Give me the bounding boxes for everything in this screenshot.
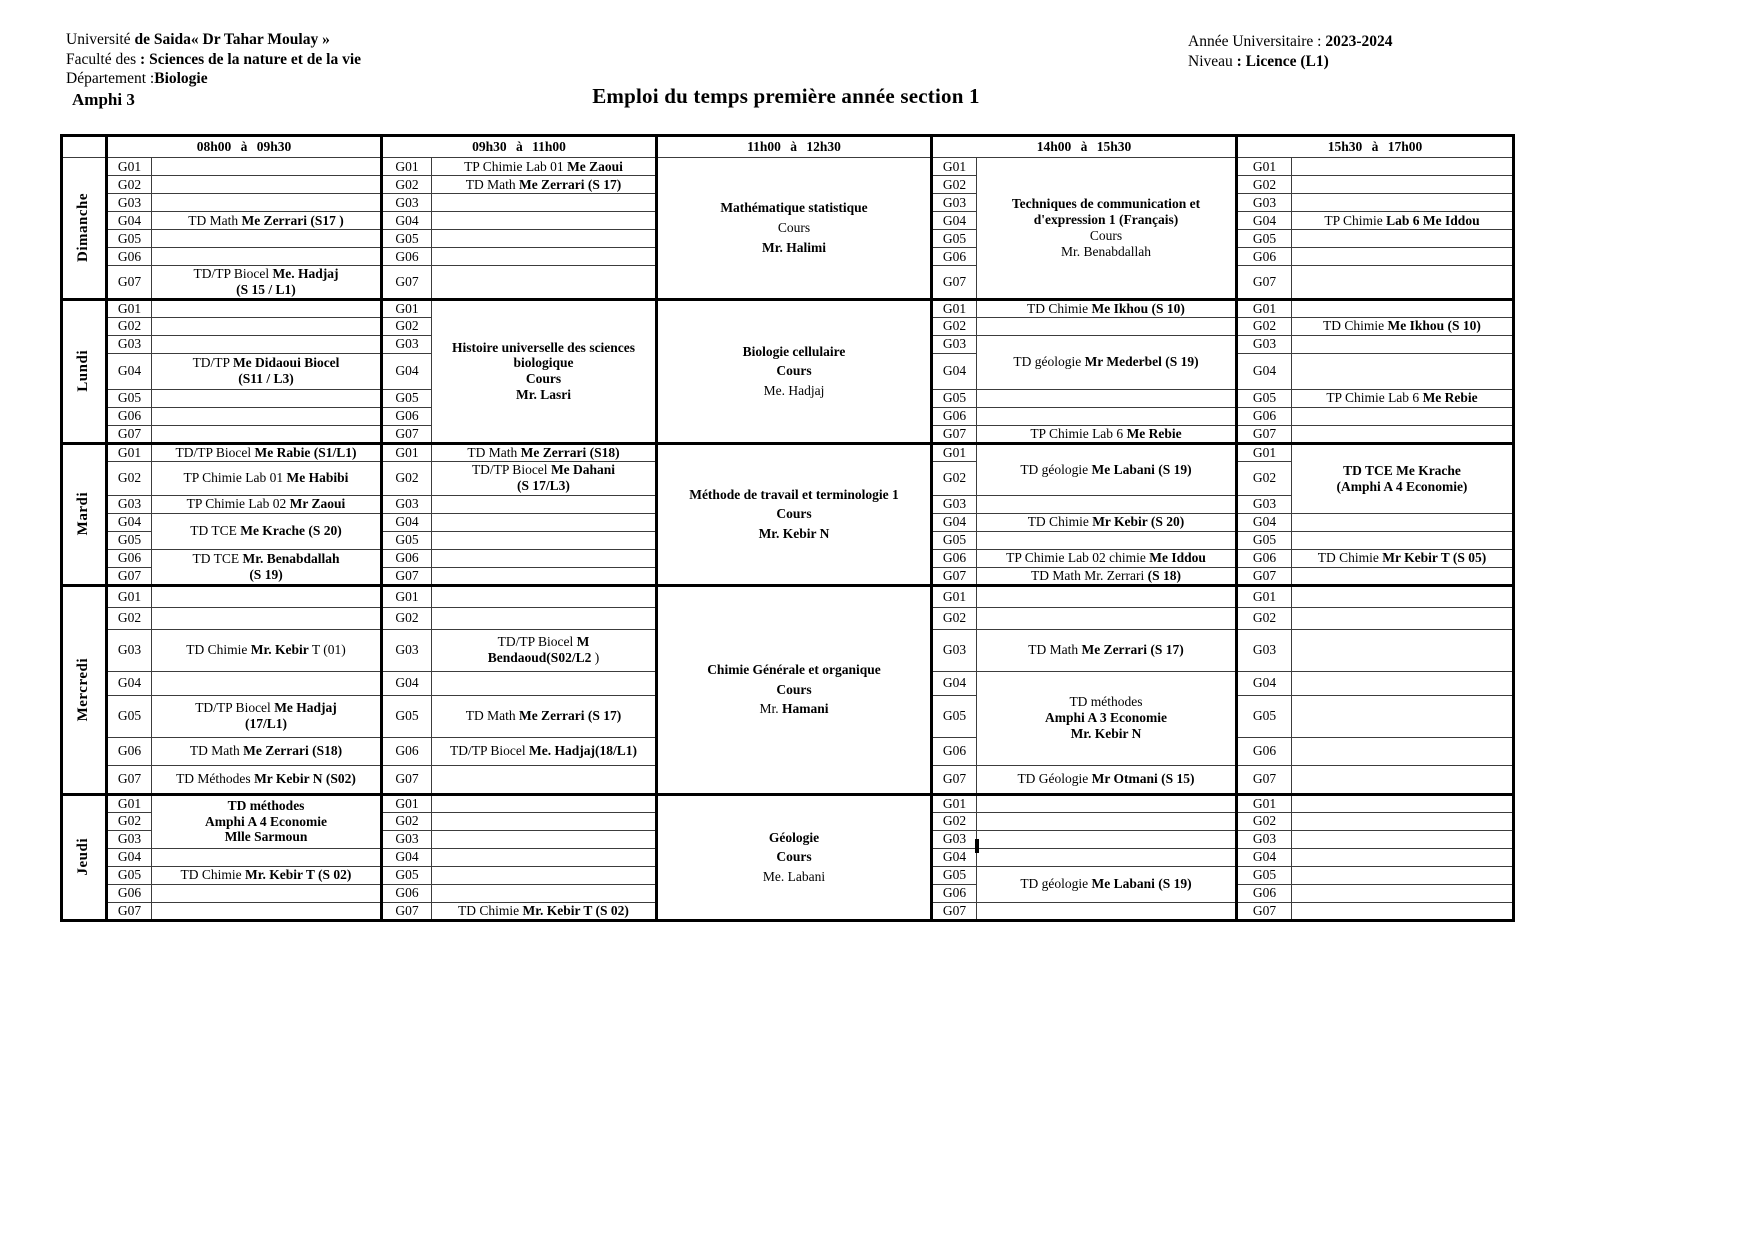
day-label <box>62 299 107 443</box>
group-label: G01 <box>932 158 977 176</box>
timetable-row <box>62 158 1514 176</box>
schedule-cell <box>1292 567 1514 585</box>
schedule-cell <box>432 866 657 884</box>
schedule-cell: TD Chimie Mr. Kebir T (01) <box>152 629 382 671</box>
schedule-cell <box>1292 765 1514 794</box>
group-label: G01 <box>382 158 432 176</box>
schedule-cell <box>152 194 382 212</box>
schedule-cell <box>432 884 657 902</box>
group-label: G03 <box>932 830 977 848</box>
group-label: G07 <box>382 266 432 300</box>
group-label: G05 <box>932 531 977 549</box>
schedule-cell <box>152 585 382 607</box>
schedule-cell <box>152 407 382 425</box>
group-label: G02 <box>932 812 977 830</box>
group-label: G06 <box>107 737 152 765</box>
schedule-cell <box>1292 299 1514 317</box>
group-label: G04 <box>1237 513 1292 531</box>
schedule-cell <box>432 848 657 866</box>
group-label: G03 <box>382 335 432 353</box>
schedule-cell: Biologie cellulaire Cours Me. Hadjaj <box>657 299 932 443</box>
group-label: G01 <box>107 443 152 461</box>
time-slot-header: 15h30 à 17h00 <box>1237 136 1514 158</box>
schedule-cell: TD Math Mr. Zerrari (S 18) <box>977 567 1237 585</box>
day-label <box>62 585 107 794</box>
group-label: G07 <box>107 765 152 794</box>
group-label: G03 <box>1237 629 1292 671</box>
schedule-cell: TD Méthodes Mr Kebir N (S02) <box>152 765 382 794</box>
group-label: G02 <box>1237 812 1292 830</box>
group-label: G02 <box>932 317 977 335</box>
group-label: G01 <box>1237 443 1292 461</box>
schedule-cell <box>152 607 382 629</box>
schedule-cell: TD Math Me Zerrari (S 17) <box>432 176 657 194</box>
group-label: G05 <box>382 389 432 407</box>
group-label: G01 <box>932 443 977 461</box>
group-label: G07 <box>382 902 432 920</box>
group-label: G06 <box>107 407 152 425</box>
schedule-cell: TD/TP Biocel M Bendaoud(S02/L2 ) <box>432 629 657 671</box>
page-title: Emploi du temps première année section 1 <box>592 84 980 108</box>
schedule-cell: TD/TP Me Didaoui Biocel (S11 / L3) <box>152 353 382 389</box>
schedule-cell <box>432 812 657 830</box>
schedule-cell: TD/TP Biocel Me Rabie (S1/L1) <box>152 443 382 461</box>
group-label: G01 <box>1237 158 1292 176</box>
scan-artifact <box>975 839 979 853</box>
schedule-cell <box>977 531 1237 549</box>
group-label: G05 <box>1237 866 1292 884</box>
schedule-cell: TD géologie Me Labani (S 19) <box>977 443 1237 495</box>
group-label: G06 <box>1237 737 1292 765</box>
schedule-cell: TD Géologie Mr Otmani (S 15) <box>977 765 1237 794</box>
schedule-cell <box>977 794 1237 812</box>
group-label: G02 <box>107 461 152 495</box>
schedule-cell <box>1292 794 1514 812</box>
day-label-text: Dimanche <box>75 193 92 263</box>
time-slot-header: 14h00 à 15h30 <box>932 136 1237 158</box>
timetable-body <box>62 158 1514 921</box>
day-label-text: Mardi <box>75 492 92 536</box>
schedule-cell <box>152 176 382 194</box>
group-label: G02 <box>1237 317 1292 335</box>
group-label: G06 <box>1237 407 1292 425</box>
group-label: G06 <box>107 248 152 266</box>
group-label: G05 <box>107 531 152 549</box>
schedule-cell <box>152 248 382 266</box>
time-slot-header: 11h00 à 12h30 <box>657 136 932 158</box>
schedule-cell <box>432 567 657 585</box>
schedule-cell <box>432 513 657 531</box>
schedule-cell <box>152 317 382 335</box>
schedule-cell <box>432 266 657 300</box>
schedule-cell: TD TCE Me Krache (Amphi A 4 Economie) <box>1292 443 1514 513</box>
group-label: G02 <box>382 176 432 194</box>
group-label: G05 <box>382 531 432 549</box>
group-label: G05 <box>932 866 977 884</box>
group-label: G01 <box>107 158 152 176</box>
group-label: G01 <box>382 443 432 461</box>
schedule-cell <box>432 794 657 812</box>
group-label: G02 <box>932 176 977 194</box>
group-label: G03 <box>107 335 152 353</box>
group-label: G05 <box>382 866 432 884</box>
academic-year-line: Année Universitaire : 2023-2024 <box>1188 33 1393 50</box>
group-label: G01 <box>382 585 432 607</box>
schedule-cell <box>977 812 1237 830</box>
group-label: G04 <box>382 848 432 866</box>
schedule-cell <box>432 765 657 794</box>
group-label: G04 <box>382 353 432 389</box>
schedule-cell <box>432 531 657 549</box>
group-label: G06 <box>1237 549 1292 567</box>
timetable-row <box>62 585 1514 607</box>
group-label: G03 <box>1237 335 1292 353</box>
schedule-cell: TP Chimie Lab 6 Me Rebie <box>977 425 1237 443</box>
schedule-cell <box>1292 830 1514 848</box>
group-label: G02 <box>382 461 432 495</box>
group-label: G02 <box>1237 607 1292 629</box>
schedule-cell: Histoire universelle des sciences biologique Cours Mr. Lasri <box>432 299 657 443</box>
corner-cell <box>62 136 107 158</box>
group-label: G04 <box>107 353 152 389</box>
group-label: G07 <box>932 902 977 920</box>
group-label: G02 <box>107 176 152 194</box>
group-label: G01 <box>932 299 977 317</box>
day-label-text: Mercredi <box>75 657 92 722</box>
group-label: G05 <box>1237 389 1292 407</box>
group-label: G02 <box>382 812 432 830</box>
group-label: G06 <box>932 884 977 902</box>
schedule-cell <box>432 671 657 695</box>
schedule-cell: Mathématique statistique Cours Mr. Halimi <box>657 158 932 300</box>
group-label: G07 <box>932 765 977 794</box>
schedule-cell: TD Chimie Mr. Kebir T (S 02) <box>432 902 657 920</box>
group-label: G07 <box>107 567 152 585</box>
schedule-cell: TD TCE Mr. Benabdallah (S 19) <box>152 549 382 585</box>
schedule-cell: Géologie Cours Me. Labani <box>657 794 932 920</box>
group-label: G05 <box>1237 695 1292 737</box>
schedule-cell <box>1292 902 1514 920</box>
group-label: G06 <box>382 737 432 765</box>
timetable-row <box>62 794 1514 812</box>
group-label: G04 <box>1237 212 1292 230</box>
schedule-cell <box>432 230 657 248</box>
group-label: G06 <box>1237 248 1292 266</box>
schedule-cell: TD/TP Biocel Me. Hadjaj(18/L1) <box>432 737 657 765</box>
schedule-cell <box>977 495 1237 513</box>
schedule-cell <box>432 194 657 212</box>
schedule-cell: TD Math Me Zerrari (S18) <box>432 443 657 461</box>
day-label-text: Jeudi <box>75 838 92 876</box>
group-label: G03 <box>107 495 152 513</box>
schedule-cell: TD géologie Mr Mederbel (S 19) <box>977 335 1237 389</box>
group-label: G07 <box>932 266 977 300</box>
schedule-cell: TD/TP Biocel Me Hadjaj (17/L1) <box>152 695 382 737</box>
group-label: G01 <box>932 585 977 607</box>
group-label: G02 <box>932 607 977 629</box>
university-line: Université de Saida« Dr Tahar Moulay » <box>66 31 330 48</box>
schedule-cell: TD/TP Biocel Me Dahani (S 17/L3) <box>432 461 657 495</box>
group-label: G03 <box>932 335 977 353</box>
schedule-cell <box>152 884 382 902</box>
group-label: G03 <box>107 629 152 671</box>
group-label: G06 <box>107 549 152 567</box>
schedule-cell: Techniques de communication et d'expression 1 (Français) Cours Mr. Benabdallah <box>977 158 1237 300</box>
group-label: G07 <box>107 425 152 443</box>
amphi-label: Amphi 3 <box>72 89 135 109</box>
schedule-cell: TD méthodes Amphi A 3 Economie Mr. Kebir N <box>977 671 1237 765</box>
document-header-right <box>1188 32 1392 72</box>
group-label: G06 <box>932 549 977 567</box>
timetable <box>60 134 1515 922</box>
group-label: G01 <box>1237 299 1292 317</box>
schedule-cell: TD Chimie Mr. Kebir T (S 02) <box>152 866 382 884</box>
time-slot-header: 09h30 à 11h00 <box>382 136 657 158</box>
group-label: G07 <box>382 765 432 794</box>
schedule-cell <box>977 317 1237 335</box>
schedule-cell <box>432 607 657 629</box>
group-label: G01 <box>1237 794 1292 812</box>
time-slot-header: 08h00 à 09h30 <box>107 136 382 158</box>
schedule-cell <box>1292 695 1514 737</box>
group-label: G03 <box>1237 495 1292 513</box>
schedule-cell: TP Chimie Lab 02 chimie Me Iddou <box>977 549 1237 567</box>
schedule-cell <box>1292 248 1514 266</box>
group-label: G06 <box>382 884 432 902</box>
schedule-cell <box>152 425 382 443</box>
schedule-cell <box>977 848 1237 866</box>
schedule-cell <box>1292 335 1514 353</box>
schedule-cell <box>1292 585 1514 607</box>
group-label: G03 <box>382 194 432 212</box>
schedule-cell <box>1292 884 1514 902</box>
group-label: G01 <box>107 299 152 317</box>
schedule-cell <box>977 585 1237 607</box>
group-label: G07 <box>1237 266 1292 300</box>
schedule-cell <box>152 230 382 248</box>
group-label: G06 <box>932 737 977 765</box>
group-label: G01 <box>107 794 152 812</box>
group-label: G01 <box>107 585 152 607</box>
group-label: G06 <box>1237 884 1292 902</box>
day-label <box>62 158 107 300</box>
schedule-cell <box>1292 531 1514 549</box>
group-label: G05 <box>932 230 977 248</box>
group-label: G03 <box>1237 830 1292 848</box>
group-label: G05 <box>382 230 432 248</box>
schedule-cell <box>432 830 657 848</box>
schedule-cell: TD géologie Me Labani (S 19) <box>977 866 1237 902</box>
schedule-cell: TD TCE Me Krache (S 20) <box>152 513 382 549</box>
schedule-cell <box>977 902 1237 920</box>
schedule-cell: TP Chimie Lab 6 Me Rebie <box>1292 389 1514 407</box>
schedule-cell <box>1292 194 1514 212</box>
schedule-cell: TD Math Me Zerrari (S17 ) <box>152 212 382 230</box>
schedule-cell <box>1292 158 1514 176</box>
group-label: G04 <box>107 513 152 531</box>
group-label: G06 <box>382 248 432 266</box>
schedule-cell: TP Chimie Lab 02 Mr Zaoui <box>152 495 382 513</box>
group-label: G03 <box>1237 194 1292 212</box>
schedule-cell: TD Chimie Mr Kebir T (S 05) <box>1292 549 1514 567</box>
schedule-cell: TD Math Me Zerrari (S 17) <box>977 629 1237 671</box>
group-label: G04 <box>107 671 152 695</box>
schedule-cell <box>977 607 1237 629</box>
schedule-cell: TD Chimie Mr Kebir (S 20) <box>977 513 1237 531</box>
schedule-cell <box>1292 848 1514 866</box>
time-header-row <box>62 136 1514 158</box>
faculty-line: Faculté des : Sciences de la nature et de la vie <box>66 50 362 68</box>
group-label: G04 <box>932 212 977 230</box>
schedule-cell <box>152 902 382 920</box>
schedule-cell <box>1292 629 1514 671</box>
group-label: G02 <box>382 607 432 629</box>
schedule-cell <box>1292 266 1514 300</box>
schedule-cell <box>152 299 382 317</box>
schedule-cell <box>1292 230 1514 248</box>
schedule-cell <box>1292 513 1514 531</box>
group-label: G04 <box>1237 671 1292 695</box>
schedule-cell: Méthode de travail et terminologie 1 Cours Mr. Kebir N <box>657 443 932 585</box>
group-label: G04 <box>932 353 977 389</box>
group-label: G06 <box>382 407 432 425</box>
group-label: G05 <box>107 230 152 248</box>
group-label: G07 <box>1237 425 1292 443</box>
group-label: G04 <box>1237 848 1292 866</box>
group-label: G06 <box>107 884 152 902</box>
schedule-cell <box>152 335 382 353</box>
day-label-text: Lundi <box>75 350 92 392</box>
group-label: G07 <box>382 567 432 585</box>
schedule-cell <box>1292 425 1514 443</box>
group-label: G03 <box>382 830 432 848</box>
schedule-cell <box>1292 407 1514 425</box>
group-label: G04 <box>932 513 977 531</box>
timetable-row <box>62 299 1514 317</box>
group-label: G03 <box>932 629 977 671</box>
group-label: G02 <box>1237 176 1292 194</box>
group-label: G03 <box>382 629 432 671</box>
group-label: G04 <box>382 671 432 695</box>
timetable-row <box>62 443 1514 461</box>
group-label: G05 <box>382 695 432 737</box>
group-label: G07 <box>1237 902 1292 920</box>
group-label: G07 <box>932 567 977 585</box>
group-label: G04 <box>382 513 432 531</box>
group-label: G07 <box>107 902 152 920</box>
schedule-cell: Chimie Générale et organique Cours Mr. Hamani <box>657 585 932 794</box>
group-label: G05 <box>932 695 977 737</box>
group-label: G07 <box>382 425 432 443</box>
group-label: G06 <box>382 549 432 567</box>
day-label <box>62 443 107 585</box>
group-label: G03 <box>107 830 152 848</box>
schedule-cell: TD méthodes Amphi A 4 Economie Mlle Sarmoun <box>152 794 382 848</box>
schedule-cell <box>977 389 1237 407</box>
group-label: G06 <box>932 248 977 266</box>
schedule-cell <box>432 495 657 513</box>
group-label: G07 <box>1237 567 1292 585</box>
group-label: G07 <box>1237 765 1292 794</box>
group-label: G01 <box>1237 585 1292 607</box>
group-label: G02 <box>1237 461 1292 495</box>
group-label: G04 <box>107 848 152 866</box>
group-label: G05 <box>932 389 977 407</box>
group-label: G01 <box>382 299 432 317</box>
schedule-cell: TD Math Me Zerrari (S 17) <box>432 695 657 737</box>
schedule-cell <box>977 407 1237 425</box>
group-label: G01 <box>932 794 977 812</box>
schedule-cell <box>1292 607 1514 629</box>
schedule-cell <box>152 389 382 407</box>
schedule-cell <box>1292 812 1514 830</box>
group-label: G03 <box>107 194 152 212</box>
schedule-cell <box>977 830 1237 848</box>
department-line: Département :Biologie <box>66 70 208 87</box>
group-label: G02 <box>107 607 152 629</box>
group-label: G04 <box>382 212 432 230</box>
group-label: G04 <box>932 848 977 866</box>
group-label: G05 <box>107 389 152 407</box>
schedule-cell: TD Chimie Me Ikhou (S 10) <box>1292 317 1514 335</box>
group-label: G04 <box>107 212 152 230</box>
group-label: G05 <box>1237 230 1292 248</box>
schedule-cell <box>1292 737 1514 765</box>
group-label: G03 <box>932 194 977 212</box>
schedule-cell <box>432 248 657 266</box>
group-label: G04 <box>1237 353 1292 389</box>
schedule-cell <box>152 671 382 695</box>
group-label: G02 <box>932 461 977 495</box>
schedule-cell <box>432 585 657 607</box>
schedule-cell: TD Chimie Me Ikhou (S 10) <box>977 299 1237 317</box>
group-label: G07 <box>107 266 152 300</box>
group-label: G05 <box>107 866 152 884</box>
schedule-cell <box>152 848 382 866</box>
group-label: G05 <box>1237 531 1292 549</box>
schedule-cell <box>1292 671 1514 695</box>
group-label: G01 <box>382 794 432 812</box>
schedule-cell <box>1292 353 1514 389</box>
group-label: G02 <box>382 317 432 335</box>
group-label: G04 <box>932 671 977 695</box>
schedule-cell: TD Math Me Zerrari (S18) <box>152 737 382 765</box>
group-label: G07 <box>932 425 977 443</box>
schedule-cell <box>1292 866 1514 884</box>
group-label: G02 <box>107 812 152 830</box>
schedule-cell <box>432 549 657 567</box>
group-label: G05 <box>107 695 152 737</box>
schedule-cell: TP Chimie Lab 01 Me Habibi <box>152 461 382 495</box>
schedule-cell <box>1292 176 1514 194</box>
group-label: G02 <box>107 317 152 335</box>
schedule-cell <box>432 212 657 230</box>
schedule-cell: TP Chimie Lab 01 Me Zaoui <box>432 158 657 176</box>
group-label: G06 <box>932 407 977 425</box>
schedule-cell: TD/TP Biocel Me. Hadjaj (S 15 / L1) <box>152 266 382 300</box>
day-label <box>62 794 107 920</box>
schedule-cell <box>152 158 382 176</box>
schedule-cell: TP Chimie Lab 6 Me Iddou <box>1292 212 1514 230</box>
level-line: Niveau : Licence (L1) <box>1188 53 1329 70</box>
group-label: G03 <box>932 495 977 513</box>
group-label: G03 <box>382 495 432 513</box>
